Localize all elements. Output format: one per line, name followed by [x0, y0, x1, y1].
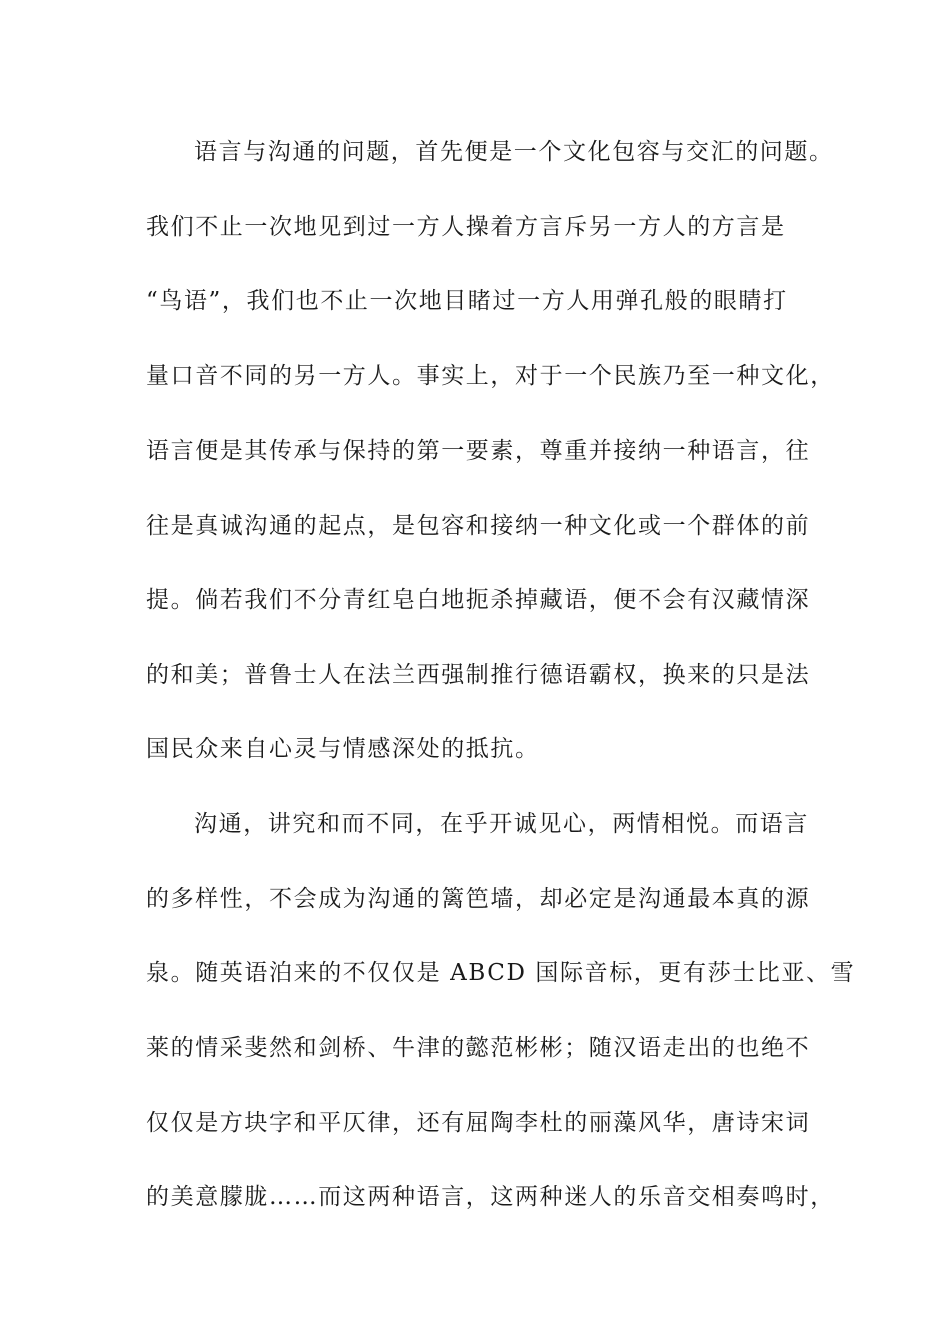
paragraph-1-line-2: 我们不止一次地见到过一方人操着方言斥另一方人的方言是	[146, 214, 786, 240]
paragraph-2-line-5: 仅仅是方块字和平仄律，还有屈陶李杜的丽藻风华，唐诗宋词	[146, 1110, 811, 1136]
paragraph-1-line-9: 国民众来自心灵与情感深处的抵抗。	[146, 736, 540, 762]
paragraph-2-line-1: 沟通，讲究和而不同，在乎开诚见心，两情相悦。而语言	[194, 811, 809, 837]
paragraph-1-line-1: 语言与沟通的问题，首先便是一个文化包容与交汇的问题。	[194, 139, 834, 165]
paragraph-1-line-6: 往是真诚沟通的起点，是包容和接纳一种文化或一个群体的前	[146, 513, 811, 539]
paragraph-2-line-4: 莱的情采斐然和剑桥、牛津的懿范彬彬；随汉语走出的也绝不	[146, 1035, 811, 1061]
paragraph-1-line-5: 语言便是其传承与保持的第一要素，尊重并接纳一种语言，往	[146, 438, 811, 464]
paragraph-2-line-2: 的多样性，不会成为沟通的篱笆墙，却必定是沟通最本真的源	[146, 886, 811, 912]
paragraph-1-line-7: 提。倘若我们不分青红皂白地扼杀掉藏语，便不会有汉藏情深	[146, 587, 811, 613]
paragraph-1-line-4: 量口音不同的另一方人。事实上，对于一个民族乃至一种文化，	[146, 363, 835, 389]
paragraph-1-line-8: 的和美；普鲁士人在法兰西强制推行德语霸权，换来的只是法	[146, 662, 811, 688]
paragraph-1-line-3: “鸟语”，我们也不止一次地目睹过一方人用弹孔般的眼睛打	[146, 288, 788, 314]
paragraph-2-line-3: 泉。随英语泊来的不仅仅是 ABCD 国际音标，更有莎士比亚、雪	[146, 960, 856, 986]
paragraph-2-line-6: 的美意朦胧……而这两种语言，这两种迷人的乐音交相奏鸣时，	[146, 1184, 835, 1210]
